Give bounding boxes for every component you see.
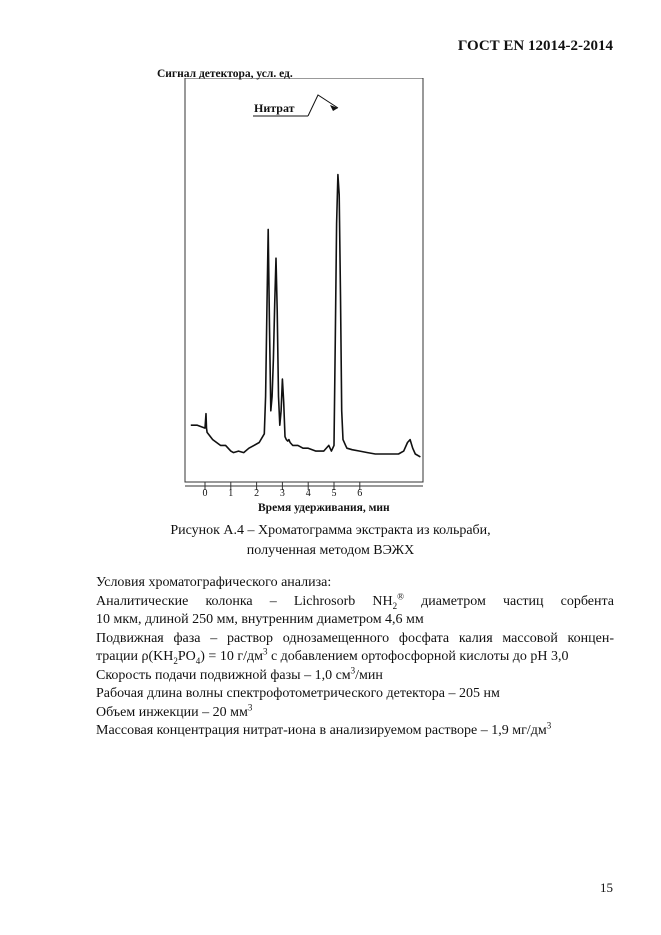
x-tick-label: 0 <box>202 488 208 499</box>
x-tick-label: 6 <box>357 488 363 499</box>
chromatogram-chart <box>178 78 438 518</box>
figure-caption <box>0 521 661 561</box>
analysis-conditions <box>96 574 614 741</box>
page-number: 15 <box>600 880 613 895</box>
injection-line: Объем инжекции – 20 $мм^3$ <box>96 701 253 720</box>
conditions-intro: Условия хроматографического анализа: <box>96 575 332 590</box>
chart-frame <box>185 78 423 482</box>
caption-line-1: Рисунок А.4 – Хроматограмма экстракта из кольраби, <box>170 523 491 538</box>
nitrate-peak-label: Нитрат <box>254 101 295 115</box>
x-tick-label: 2 <box>254 488 260 499</box>
mobile-phase-line-2: трации $\rho(KH_2PO_4) = 10$ $г/дм^3$ с добавлением ортофосфорной кислоты до pH 3,0 <box>96 646 569 666</box>
column-line-1: Аналитические колонка – Lichrosorb $NH_2®$ диаметром частиц сорбента <box>96 590 615 611</box>
flow-rate-line: Скорость подачи подвижной фазы – 1,0 $см^3$/мин <box>96 664 383 683</box>
x-tick-label: 4 <box>305 488 311 499</box>
wavelength-line: Рабочая длина волны спектрофотометрического детектора – 205 нм <box>96 686 500 701</box>
x-tick-label: 1 <box>228 488 234 499</box>
x-tick-label: 3 <box>279 488 285 499</box>
column-line-2: 10 мкм, длиной 250 мм, внутренним диаметром 4,6 мм <box>96 612 424 627</box>
chromatogram-trace <box>191 175 421 457</box>
x-tick-label: 5 <box>331 488 337 499</box>
nitrate-annotation <box>253 95 338 116</box>
chart-y-axis-label: Сигнал детектора, усл. ед. <box>157 68 293 80</box>
chart-x-axis-label: Время удерживания, мин <box>258 502 390 514</box>
mobile-phase-line-1: Подвижная фаза – раствор однозамещенного фосфата калия массовой концен- <box>96 630 614 646</box>
concentration-line: Массовая концентрация нитрат-иона в анализируемом растворе – 1,9 $мг/дм^3$ <box>96 720 552 738</box>
caption-line-2: полученная методом ВЭЖХ <box>246 543 415 558</box>
nitrate-leader-line <box>308 95 338 116</box>
standard-header: ГОСТ EN 12014-2-2014 <box>457 38 613 54</box>
